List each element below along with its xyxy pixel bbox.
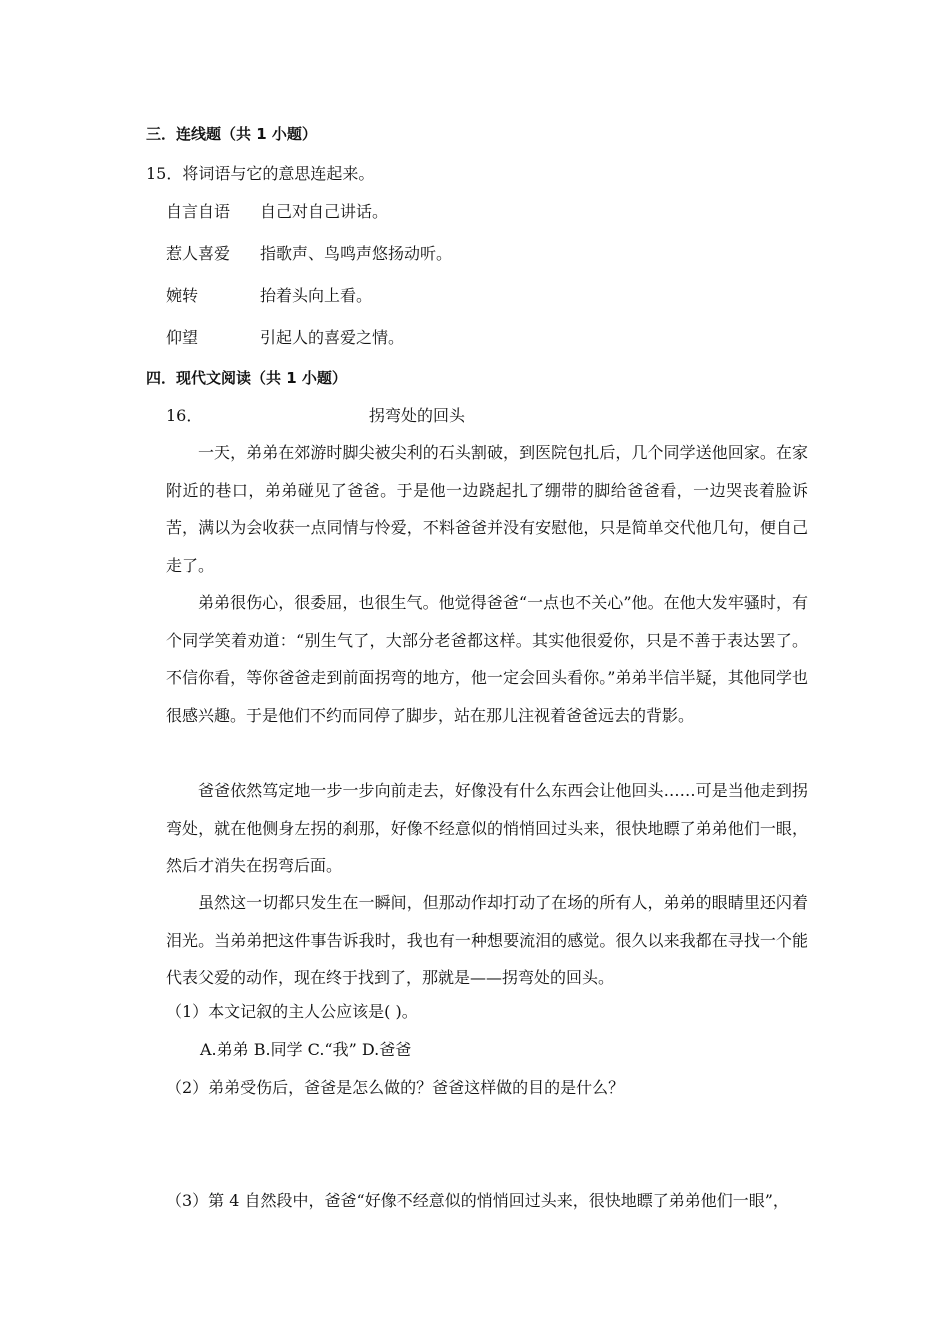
match-meaning-1: 自己对自己讲话。 [260,202,389,221]
match-word-2: 惹人喜爱 [166,244,231,263]
match-word-4: 仰望 [166,328,199,347]
sub-question-1: （1）本文记叙的主人公应该是( )。 [166,1002,418,1021]
passage-title: 拐弯处的回头 [369,406,466,425]
passage-paragraph-1: 一天，弟弟在郊游时脚尖被尖利的石头割破，到医院包扎后，几个同学送他回家。在家附近的巷口，弟弟碰见了爸爸。于是他一边跷起扎了绷带的脚给爸爸看，一边哭丧着脸诉苦，满以为会收获一点同情与怜爱，不料爸爸并没有安慰他，只是简单交代他几句，便自己走了。 [166,443,808,575]
sub-question-1-options: A.弟弟 B.同学 C.“我” D.爸爸 [200,1040,412,1059]
passage-paragraph-3: 爸爸依然笃定地一步一步向前走去，好像没有什么东西会让他回头……可是当他走到拐弯处，就在他侧身左拐的刹那，好像不经意似的悄悄回过头来，很快地瞟了弟弟他们一眼，然后才消失在拐弯后面。 [166,781,808,875]
match-meaning-4: 引起人的喜爱之情。 [260,328,405,347]
match-meaning-3: 抬着头向上看。 [260,286,373,305]
section-3-heading: 三．连线题（共 1 小题） [146,125,317,143]
passage-paragraph-4: 虽然这一切都只发生在一瞬间，但那动作却打动了在场的所有人，弟弟的眼睛里还闪着泪光。当弟弟把这件事告诉我时，我也有一种想要流泪的感觉。很久以来我都在寻找一个能代表父爱的动作，现在终于找到了，那就是——拐弯处的回头。 [166,893,808,987]
match-meaning-2: 指歌声、鸟鸣声悠扬动听。 [260,244,453,263]
sub-question-3: （3）第 4 自然段中，爸爸“好像不经意似的悄悄回过头来，很快地瞟了弟弟他们一眼”， [166,1191,789,1210]
passage-paragraph-2: 弟弟很伤心，很委屈，也很生气。他觉得爸爸“一点也不关心”他。在他大发牢骚时，有个同学笑着劝道：“别生气了，大部分老爸都这样。其实他很爱你，只是不善于表达罢了。不信你看，等你爸爸走到前面拐弯的地方，他一定会回头看你。”弟弟半信半疑，其他同学也很感兴趣。于是他们不约而同停了脚步，站在那儿注视着爸爸远去的背影。 [166,593,808,725]
sub-question-2: （2）弟弟受伤后，爸爸是怎么做的？爸爸这样做的目的是什么？ [166,1078,625,1097]
match-word-1: 自言自语 [166,202,231,221]
question-15: 15．将词语与它的意思连起来。 [146,164,375,183]
match-word-3: 婉转 [166,286,199,305]
question-16-number: 16． [166,406,203,425]
section-4-heading: 四．现代文阅读（共 1 小题） [146,369,347,387]
